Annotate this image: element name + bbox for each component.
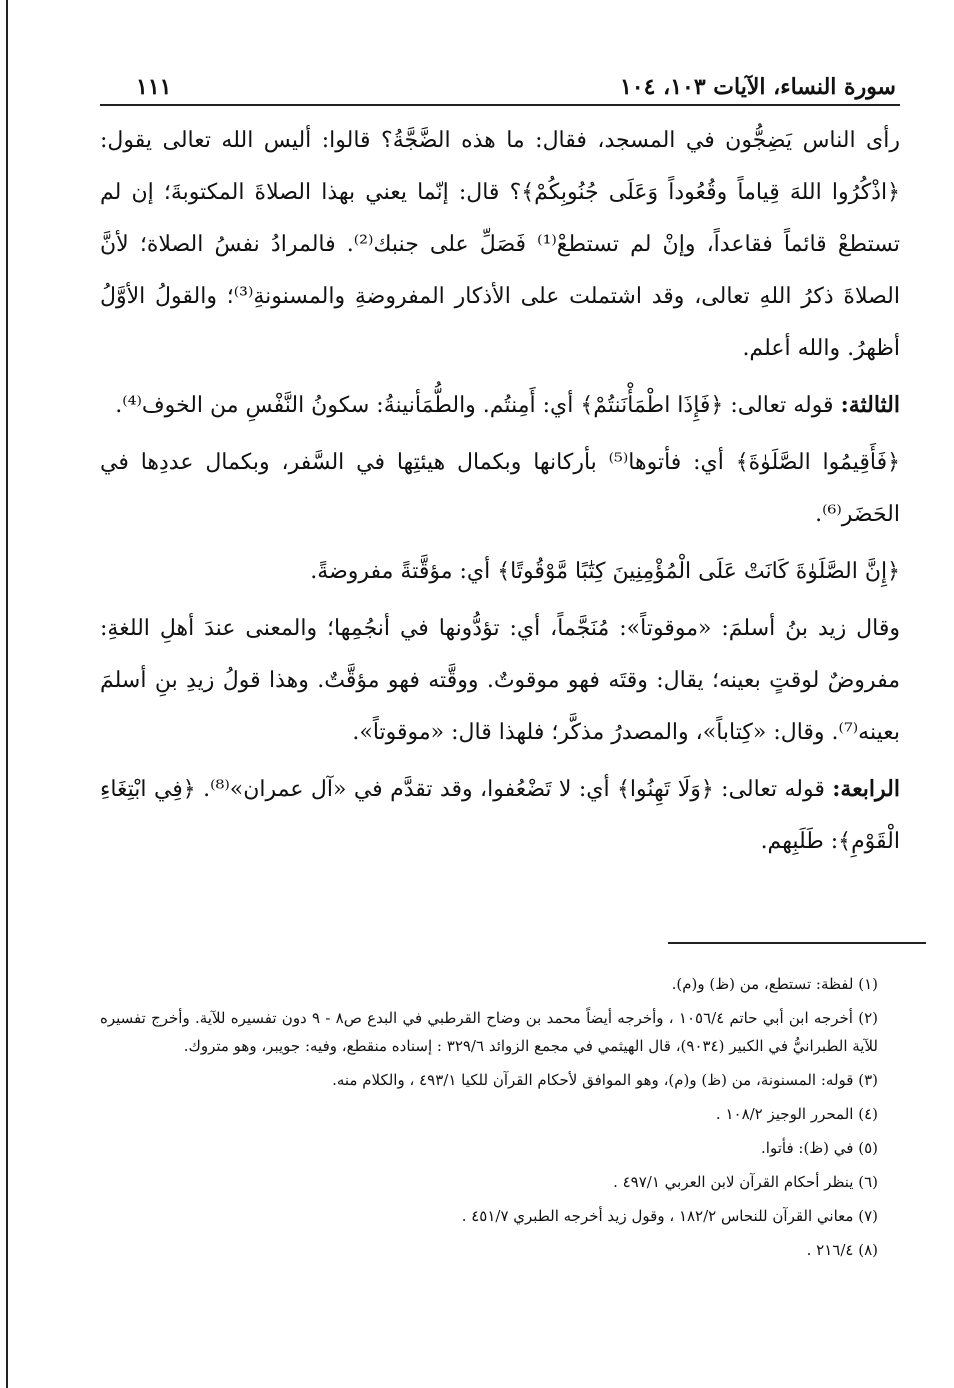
main-text xyxy=(100,114,900,868)
running-title: سورة النساء، الآيات ١٠٣، ١٠٤ xyxy=(619,74,896,100)
footnote: (٦) ينظر أحكام القرآن لابن العربي ٤٩٧/١ . xyxy=(613,1173,878,1191)
page-edge-rule xyxy=(6,0,8,1388)
paragraph-text: قوله تعالى: ﴿وَلَا تَهِنُوا﴾ أي: لا تَضْعُفوا، وقد تقدَّم في «آل عمران»⁽⁸⁾. ﴿فِي ابْتِغَاءِ الْقَوْمِ﴾: طَلَبِهم. xyxy=(100,777,900,854)
paragraph-label: الثالثة: xyxy=(840,392,900,418)
page-header xyxy=(100,60,900,106)
paragraph-text: رأى الناس يَضِجُّون في المسجد، فقال: ما هذه الضَّجَّةُ؟ قالوا: أليس الله تعالى يقول: ﴿اذْكُرُوا اللهَ قِياماً وقُعُوداً وَعَلَى جُنُوبِكُمْ﴾؟ قال: إنّما يعني بهذا الصلاةَ المكتوبةَ؛ إن لم تستطعْ قائماً فقاعداً، وإنْ لم تستطعْ⁽¹⁾ فَصَلِّ على جنبك⁽²⁾. فالمرادُ نفسُ الصلاة؛ لأنَّ الصلاةَ ذكرُ اللهِ تعالى، وقد اشتملت على الأذكار المفروضةِ والمسنونةِ⁽³⁾؛ والقولُ الأوَّلُ أظهرُ. والله أعلم. xyxy=(100,128,900,361)
footnote-separator xyxy=(668,942,926,944)
page-number: ١١١ xyxy=(136,74,172,100)
paragraph-text: قوله تعالى: ﴿فَإِذَا اطْمَأْنَنتُمْ﴾ أي: أَمِنتُم. والطُّمَأنينةُ: سكونُ النَّفْسِ من الخوف⁽⁴⁾. xyxy=(115,393,834,418)
footnote: (٢) أخرجه ابن أبي حاتم ١٠٥٦/٤ ، وأخرجه أيضاً محمد بن وضاح القرطبي في البدع ص٨ - ٩ دون تفسيره للآية. وأخرج تفسيره للآية الطبرانيُّ في الكبير (٩٠٣٤)، قال الهيثمي في مجمع الزوائد ٣٢٩/٦ : إسناده منقطع، وفيه: جويبر، وهو متروك. xyxy=(100,1009,878,1055)
book-page xyxy=(100,60,900,872)
footnote: (٨) ٢١٦/٤ . xyxy=(806,1241,878,1259)
paragraph xyxy=(100,763,900,868)
paragraph xyxy=(100,602,900,759)
footnote: (١) لفظة: تستطع، من (ظ) و(م). xyxy=(671,975,878,993)
paragraph-text: وقال زيد بنُ أسلمَ: «موقوتاً»: مُنَجَّماً، أي: تؤدُّونها في أنجُمِها؛ والمعنى عندَ أهلِ اللغةِ: مفروضٌ لوقتٍ بعينه؛ يقال: وقتَه فهو موقوتٌ. ووقَّته فهو مؤقَّتٌ. وهذا قولُ زيدِ بنِ أسلمَ بعينه⁽⁷⁾. وقال: «كِتاباً»، والمصدرُ مذكَّر؛ فلهذا قال: «موقوتاً». xyxy=(100,616,900,745)
footnote: (٣) قوله: المسنونة، من (ظ) و(م)، وهو الموافق لأحكام القرآن للكيا ٤٩٣/١ ، والكلام منه. xyxy=(332,1071,878,1089)
paragraph-text: ﴿إِنَّ الصَّلَوٰةَ كَانَتْ عَلَى الْمُؤْمِنِينَ كِتَٰبًا مَّوْقُوتًا﴾ أي: مؤقَّتةً مفروضةً. xyxy=(310,559,900,584)
footnote: (٧) معاني القرآن للنحاس ١٨٢/٢ ، وقول زيد أخرجه الطبري ٤٥١/٧ . xyxy=(461,1207,878,1225)
footnotes xyxy=(100,970,878,1270)
paragraph xyxy=(100,545,900,598)
paragraph xyxy=(100,436,900,541)
footnote: (٤) المحرر الوجيز ١٠٨/٢ . xyxy=(715,1105,878,1123)
paragraph xyxy=(100,114,900,375)
paragraph-text: ﴿فَأَقِيمُوا الصَّلَوٰةَ﴾ أي: فأتوها⁽⁵⁾ بأركانها وبكمال هيئتِها في السَّفر، وبكمال عددِها في الحَضَر⁽⁶⁾. xyxy=(100,450,901,527)
paragraph-label: الرابعة: xyxy=(832,776,900,802)
footnote: (٥) في (ظ): فأتوا. xyxy=(761,1139,878,1157)
paragraph xyxy=(100,379,900,432)
